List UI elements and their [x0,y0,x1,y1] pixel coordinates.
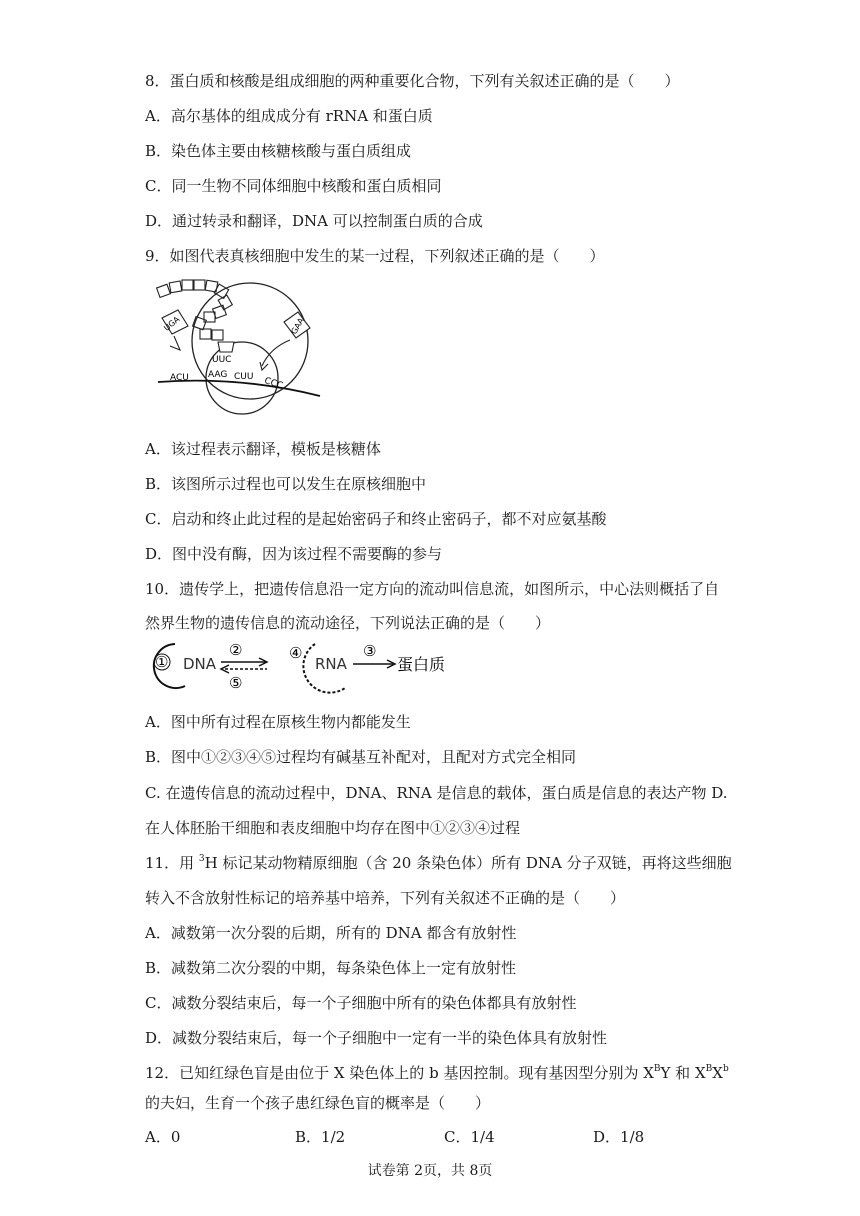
q10-stem-line2: 然界生物的遗传信息的流动途径，下列说法正确的是（ ） [145,614,551,632]
trna-center [218,342,234,352]
q12-stem-part2: Y 和 X [660,1064,706,1082]
q12-sup-3: b [722,1064,729,1074]
codon-uuc-label: UUC [212,355,232,365]
q11-option-b: B．减数第二次分裂的中期，每条染色体上一定有放射性 [145,959,517,977]
q12-option-d: D．1/8 [593,1128,645,1146]
trna-left [162,310,188,350]
trna-left-anticodon: UGA [162,314,182,333]
translation-figure [150,278,330,418]
q9-option-b: B．该图所示过程也可以发生在原核细胞中 [145,475,427,493]
page-footer: 试卷第 2页，共 8页 [367,1163,493,1179]
q12-stem-part3: X [712,1064,723,1082]
label-rna: RNA [315,655,347,673]
q12-option-a: A．0 [145,1128,181,1146]
codon-ccc-label: CCC [262,376,284,392]
label-protein: 蛋白质 [397,655,446,674]
q10-option-d: 在人体胚胎干细胞和表皮细胞中均存在图中①②③④过程 [145,819,521,837]
q11-stem-prefix: 11．用 [145,854,199,872]
q9-option-a: A．该过程表示翻译，模板是核糖体 [145,440,381,458]
q8-option-b: B．染色体主要由核糖核酸与蛋白质组成 [145,142,412,160]
label-dna: DNA [183,655,217,673]
trna-right-anticodon: GAA [289,316,306,336]
label-process-1: ① [155,653,169,671]
q11-option-d: D．减数分裂结束后，每一个子细胞中一定有一半的染色体具有放射性 [145,1029,608,1047]
codon-aag-label: AAG [208,370,228,380]
q10-option-c: C. 在遗传信息的流动过程中，DNA、RNA 是信息的载体，蛋白质是信息的表达产物 D. [145,784,728,802]
q8-option-a: A．高尔基体的组成成分有 rRNA 和蛋白质 [145,107,433,125]
q12-stem-part1: 12．已知红绿色盲是由位于 X 染色体上的 b 基因控制。现有基因型分别为 X [145,1064,654,1082]
q11-option-a: A．减数第一次分裂的后期，所有的 DNA 都含有放射性 [145,924,517,942]
q12-sup-1: B [653,1064,661,1074]
q10-stem-line1: 10．遗传学上，把遗传信息沿一定方向的流动叫信息流，如图所示，中心法则概括了自 [145,580,720,598]
q8-stem: 8．蛋白质和核酸是组成细胞的两种重要化合物，下列有关叙述正确的是（ ） [145,72,680,90]
trna-right [260,312,310,370]
q11-option-c: C．减数分裂结束后，每一个子细胞中所有的染色体都具有放射性 [145,994,577,1012]
label-process-5: ⑤ [229,674,243,692]
label-process-2: ② [229,641,243,659]
q12-option-c: C．1/4 [444,1128,495,1146]
q8-option-c: C．同一生物不同体细胞中核酸和蛋白质相同 [145,177,442,195]
central-dogma-diagram [145,638,455,694]
codon-cuu-label: CUU [234,372,254,382]
q9-option-d: D．图中没有酶，因为该过程不需要酶的参与 [145,545,443,563]
q11-stem-line1 [145,853,732,873]
q11-stem-rest: H 标记某动物精原细胞（含 20 条染色体）所有 DNA 分子双链，再将这些细胞 [204,854,732,872]
q12-sup-2: B [705,1064,713,1074]
codon-acu-label: ACU [170,373,189,383]
q12-stem-line2: 的夫妇，生育一个孩子患红绿色盲的概率是（ ） [145,1094,491,1112]
q12-option-b: B．1/2 [295,1128,346,1146]
q10-option-a: A．图中所有过程在原核生物内都能发生 [145,713,411,731]
label-process-4: ④ [289,644,303,662]
q8-option-d: D．通过转录和翻译，DNA 可以控制蛋白质的合成 [145,212,483,230]
q12-stem-line1 [145,1063,729,1083]
q9-stem: 9．如图代表真核细胞中发生的某一过程，下列叙述正确的是（ ） [145,247,605,265]
q11-isotope-superscript: 3 [198,854,205,864]
q9-option-c: C．启动和终止此过程的是起始密码子和终止密码子，都不对应氨基酸 [145,510,607,528]
q10-option-b: B．图中①②③④⑤过程均有碱基互补配对，且配对方式完全相同 [145,748,577,766]
q11-stem-line2: 转入不含放射性标记的培养基中培养，下列有关叙述不正确的是（ ） [145,889,626,907]
label-process-3: ③ [363,642,377,660]
